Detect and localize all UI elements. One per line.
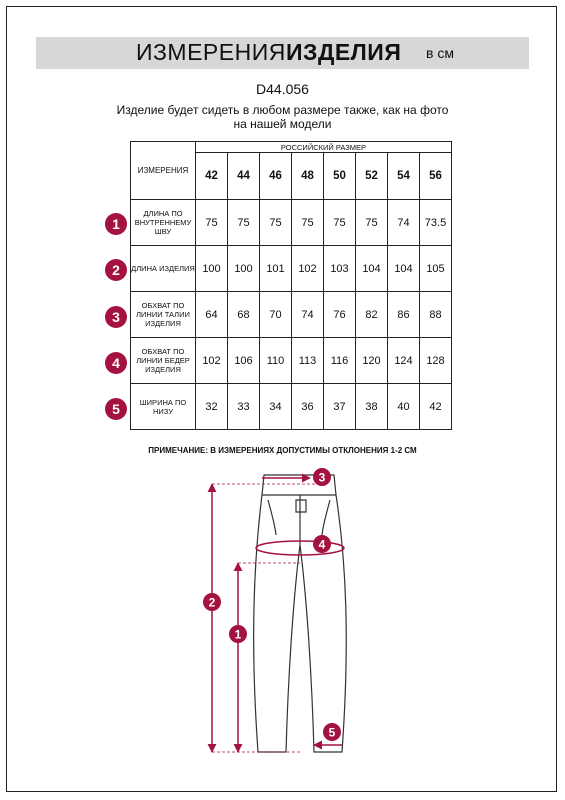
diagram-badge-5 xyxy=(323,723,341,741)
value-cell: 33 xyxy=(228,384,260,430)
value-cell: 36 xyxy=(292,384,324,430)
value-cell: 74 xyxy=(388,200,420,246)
measure-label: ОБХВАТ ПО ЛИНИИ БЕДЕР ИЗДЕЛИЯ xyxy=(131,338,196,384)
header-title-part2: ИЗДЕЛИЯ xyxy=(286,39,402,65)
diagram-badge-5-text: 5 xyxy=(328,725,336,740)
size-header-cell: 56 xyxy=(420,153,452,200)
value-cell: 37 xyxy=(324,384,356,430)
measure-label: ДЛИНА ИЗДЕЛИЯ xyxy=(131,246,196,292)
measure-header: ИЗМЕРЕНИЯ xyxy=(131,142,196,200)
value-cell: 104 xyxy=(388,246,420,292)
value-cell: 82 xyxy=(356,292,388,338)
header-unit: в см xyxy=(426,45,454,61)
diagram-badge-4-text: 4 xyxy=(318,537,326,552)
value-cell: 106 xyxy=(228,338,260,384)
trousers-outline xyxy=(254,475,347,752)
value-cell: 64 xyxy=(196,292,228,338)
value-cell: 75 xyxy=(324,200,356,246)
size-header-cell: 42 xyxy=(196,153,228,200)
diagram-badge-3-text: 3 xyxy=(318,470,326,485)
row-badge-3: 3 xyxy=(105,306,127,328)
value-cell: 70 xyxy=(260,292,292,338)
pocket-left xyxy=(268,500,276,535)
row-badge-4: 4 xyxy=(105,352,127,374)
diagram-badge-3 xyxy=(313,468,331,486)
row-badge-1: 1 xyxy=(105,213,127,235)
size-header-cell: 46 xyxy=(260,153,292,200)
coin-pocket xyxy=(296,500,306,512)
measure-label: ШИРИНА ПО НИЗУ xyxy=(131,384,196,430)
value-cell: 113 xyxy=(292,338,324,384)
value-cell: 100 xyxy=(196,246,228,292)
value-cell: 102 xyxy=(292,246,324,292)
size-header-cell: 52 xyxy=(356,153,388,200)
value-cell: 88 xyxy=(420,292,452,338)
value-cell: 105 xyxy=(420,246,452,292)
diagram-badge-1 xyxy=(229,625,247,643)
row-badge-5: 5 xyxy=(105,398,127,420)
value-cell: 68 xyxy=(228,292,260,338)
size-header-cell: 54 xyxy=(388,153,420,200)
value-cell: 40 xyxy=(388,384,420,430)
value-cell: 76 xyxy=(324,292,356,338)
value-cell: 73.5 xyxy=(420,200,452,246)
measure-label: ДЛИНА ПО ВНУТРЕННЕМУ ШВУ xyxy=(131,200,196,246)
tolerance-note: ПРИМЕЧАНИЕ: В ИЗМЕРЕНИЯХ ДОПУСТИМЫ ОТКЛОНЕНИЯ 1-2 СМ xyxy=(148,446,417,455)
value-cell: 75 xyxy=(196,200,228,246)
value-cell: 42 xyxy=(420,384,452,430)
value-cell: 102 xyxy=(196,338,228,384)
product-code: D44.056 xyxy=(256,81,309,97)
value-cell: 124 xyxy=(388,338,420,384)
value-cell: 75 xyxy=(356,200,388,246)
value-cell: 116 xyxy=(324,338,356,384)
value-cell: 74 xyxy=(292,292,324,338)
diagram-badge-4 xyxy=(313,535,331,553)
value-cell: 101 xyxy=(260,246,292,292)
value-cell: 75 xyxy=(292,200,324,246)
value-cell: 103 xyxy=(324,246,356,292)
header-title-part1: ИЗМЕРЕНИЯ xyxy=(136,39,286,65)
value-cell: 110 xyxy=(260,338,292,384)
size-header-cell: 48 xyxy=(292,153,324,200)
measure-label: ОБХВАТ ПО ЛИНИИ ТАЛИИ ИЗДЕЛИЯ xyxy=(131,292,196,338)
value-cell: 104 xyxy=(356,246,388,292)
diagram-badge-2 xyxy=(203,593,221,611)
size-system-header: РОССИЙСКИЙ РАЗМЕР xyxy=(196,142,452,153)
value-cell: 75 xyxy=(228,200,260,246)
size-header-cell: 44 xyxy=(228,153,260,200)
value-cell: 128 xyxy=(420,338,452,384)
value-cell: 120 xyxy=(356,338,388,384)
pocket-right xyxy=(322,500,330,535)
value-cell: 100 xyxy=(228,246,260,292)
row-badge-2: 2 xyxy=(105,259,127,281)
value-cell: 38 xyxy=(356,384,388,430)
value-cell: 34 xyxy=(260,384,292,430)
value-cell: 32 xyxy=(196,384,228,430)
value-cell: 75 xyxy=(260,200,292,246)
diagram-badge-1-text: 1 xyxy=(234,627,242,642)
size-header-cell: 50 xyxy=(324,153,356,200)
value-cell: 86 xyxy=(388,292,420,338)
fit-note: Изделие будет сидеть в любом размере также, как на фото на нашей модели xyxy=(116,103,449,131)
diagram-badge-2-text: 2 xyxy=(208,595,216,610)
